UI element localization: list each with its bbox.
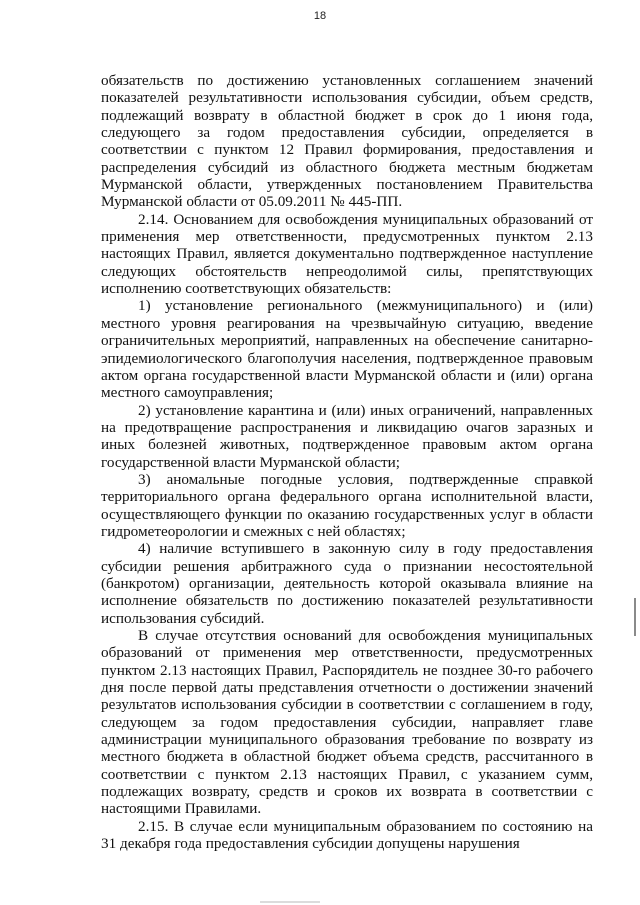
paragraph-2-14: 2.14. Основанием для освобождения муниципальных образований от применения мер ответственности, предусмотренных пунктом 2.13 настоящих Правил, является документально подтвержденное наступление следующих обстоятельств непреодолимой силы, препятствующих исполнению соответствующих обязательств: <box>101 210 593 298</box>
paragraph-no-grounds: В случае отсутствия оснований для освобождения муниципальных образований от применения мер ответственности, предусмотренных пунктом 2.13 настоящих Правил, Распорядитель не позднее 30-го рабочего дня после первой даты представления отчетности о достижении значений результатов использования субсидии в соответствии с соглашением в году, следующем за годом предоставления субсидии, направляет главе администрации муниципального образования требование по возврату из местного бюджета в областной бюджет объема средств, рассчитанного в соответствии с пунктом 2.13 настоящих Правил, с указанием сумм, подлежащих возврату, средств и сроков их возврата в соответствии с настоящими Правилами. <box>101 627 593 818</box>
document-body <box>101 72 593 852</box>
paragraph-2-15: 2.15. В случае если муниципальным образованием по состоянию на 31 декабря года предоставления субсидии допущены нарушения <box>101 817 593 853</box>
list-item-4: 4) наличие вступившего в законную силу в году предоставления субсидии решения арбитражного суда о признании несостоятельной (банкротом) организации, деятельность которой оказывала влияние на исполнение обязательств по достижению показателей результативности использования субсидий. <box>101 540 593 627</box>
list-item-1: 1) установление регионального (межмуниципального) и (или) местного уровня реагирования на чрезвычайную ситуацию, введение ограничительных мероприятий, направленных на обеспечение санитарно-эпидемиологического благополучия населения, подтвержденное правовым актом органа государственной власти Мурманской области и (или) органа местного самоуправления; <box>101 297 593 402</box>
list-item-3: 3) аномальные погодные условия, подтвержденные справкой территориального органа федерального органа исполнительной власти, осуществляющего функции по оказанию государственных услуг в области гидрометеорологии и смежных с ней областях; <box>101 470 593 540</box>
paragraph-continuation: обязательств по достижению установленных соглашением значений показателей результативности использования субсидии, объем средств, подлежащий возврату в областной бюджет в срок до 1 июня года, следующего за годом предоставления субсидии, определяется в соответствии с пунктом 12 Правил формирования, предоставления и распределения субсидий из областного бюджета местным бюджетам Мурманской области, утвержденных постановлением Правительства Мурманской области от 05.09.2011 № 445-ПП. <box>101 72 593 211</box>
scan-bottom-mark <box>260 901 320 903</box>
page-number: 18 <box>313 10 327 22</box>
list-item-2: 2) установление карантина и (или) иных ограничений, направленных на предотвращение распространения и ликвидацию очагов заразных и иных болезней животных, подтвержденное правовым актом органа государственной власти Мурманской области; <box>101 401 593 471</box>
scan-edge-mark <box>634 598 636 636</box>
